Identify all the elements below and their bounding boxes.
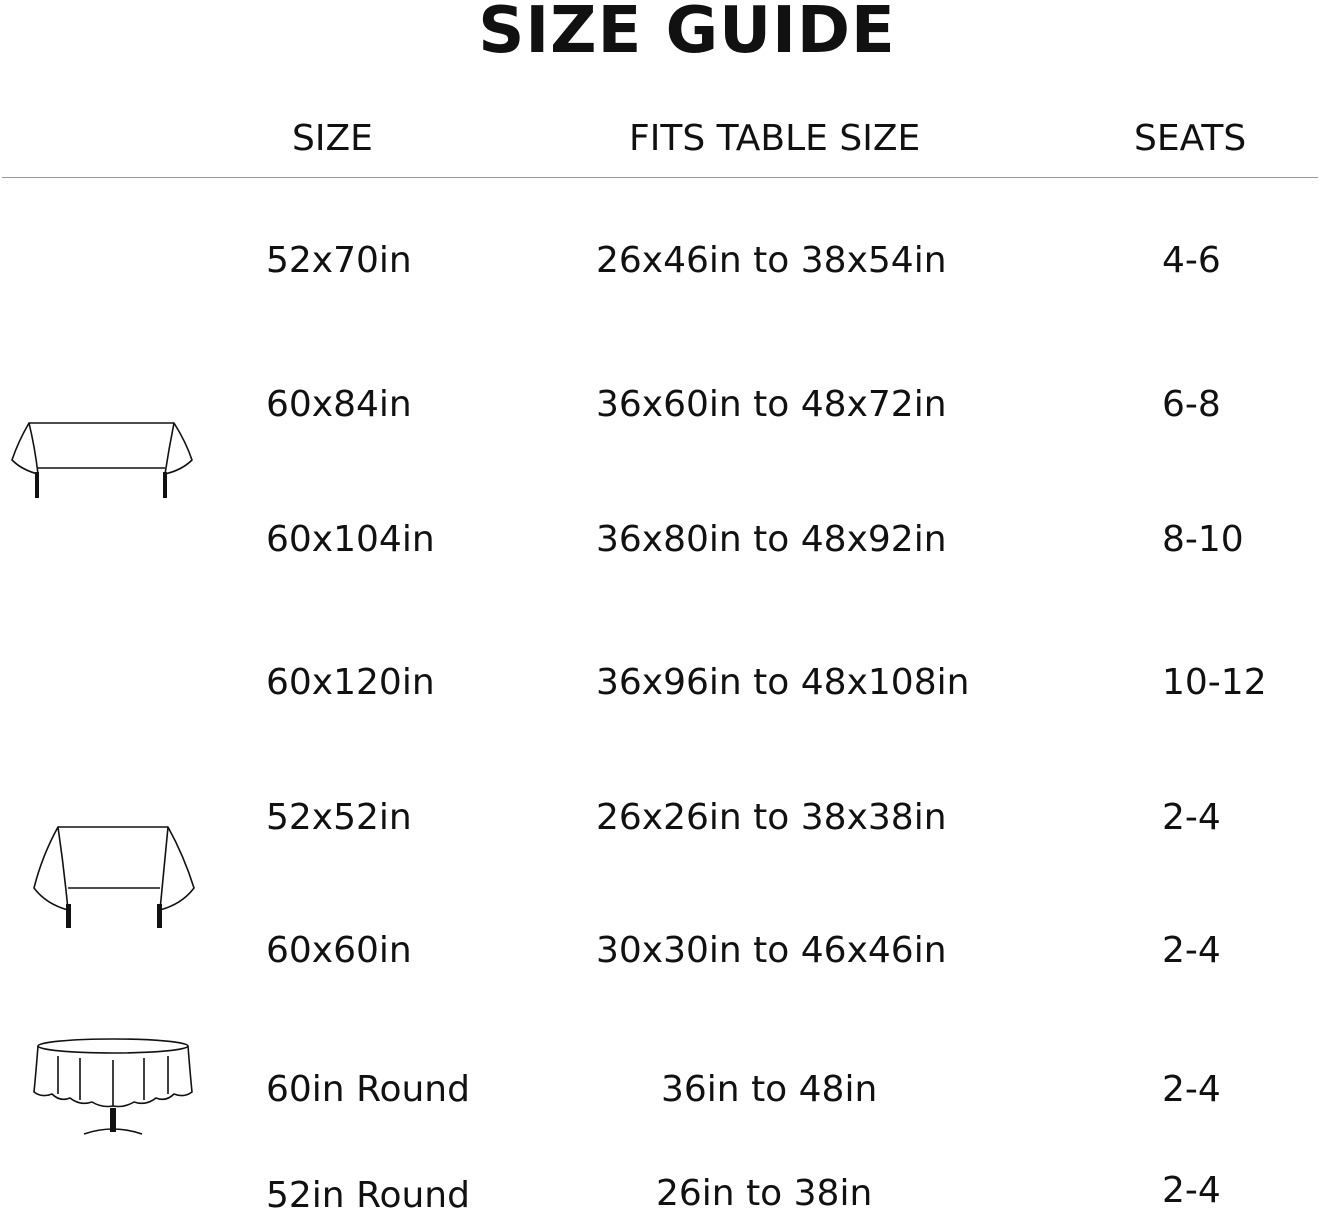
- page-title: SIZE GUIDE: [478, 0, 896, 68]
- fits-cell: 36x60in to 48x72in: [596, 384, 947, 425]
- header-divider: [2, 177, 1318, 178]
- size-cell: 60x60in: [266, 930, 412, 971]
- size-cell: 52x52in: [266, 797, 412, 838]
- fits-cell: 36x80in to 48x92in: [596, 519, 947, 560]
- column-header-seats: SEATS: [1134, 118, 1247, 159]
- size-cell: 60x104in: [266, 519, 435, 560]
- size-cell: 60x120in: [266, 662, 435, 703]
- column-header-fits: FITS TABLE SIZE: [629, 118, 921, 159]
- seats-cell: 8-10: [1162, 519, 1244, 560]
- rectangular-tablecloth-icon: [8, 418, 198, 502]
- fits-cell: 26in to 38in: [656, 1173, 873, 1214]
- seats-cell: 10-12: [1162, 662, 1267, 703]
- fits-cell: 36in to 48in: [661, 1069, 878, 1110]
- size-cell: 52x70in: [266, 240, 412, 281]
- fits-cell: 30x30in to 46x46in: [596, 930, 947, 971]
- seats-cell: 6-8: [1162, 384, 1221, 425]
- size-cell: 60in Round: [266, 1069, 470, 1110]
- seats-cell: 2-4: [1162, 1069, 1221, 1110]
- seats-cell: 2-4: [1162, 930, 1221, 971]
- size-cell: 52in Round: [266, 1175, 470, 1216]
- seats-cell: 2-4: [1162, 797, 1221, 838]
- square-tablecloth-icon: [30, 822, 202, 930]
- fits-cell: 26x26in to 38x38in: [596, 797, 947, 838]
- fits-cell: 36x96in to 48x108in: [596, 662, 970, 703]
- size-cell: 60x84in: [266, 384, 412, 425]
- column-header-size: SIZE: [292, 118, 373, 159]
- seats-cell: 2-4: [1162, 1170, 1221, 1211]
- seats-cell: 4-6: [1162, 240, 1221, 281]
- fits-cell: 26x46in to 38x54in: [596, 240, 947, 281]
- round-tablecloth-icon: [28, 1036, 198, 1138]
